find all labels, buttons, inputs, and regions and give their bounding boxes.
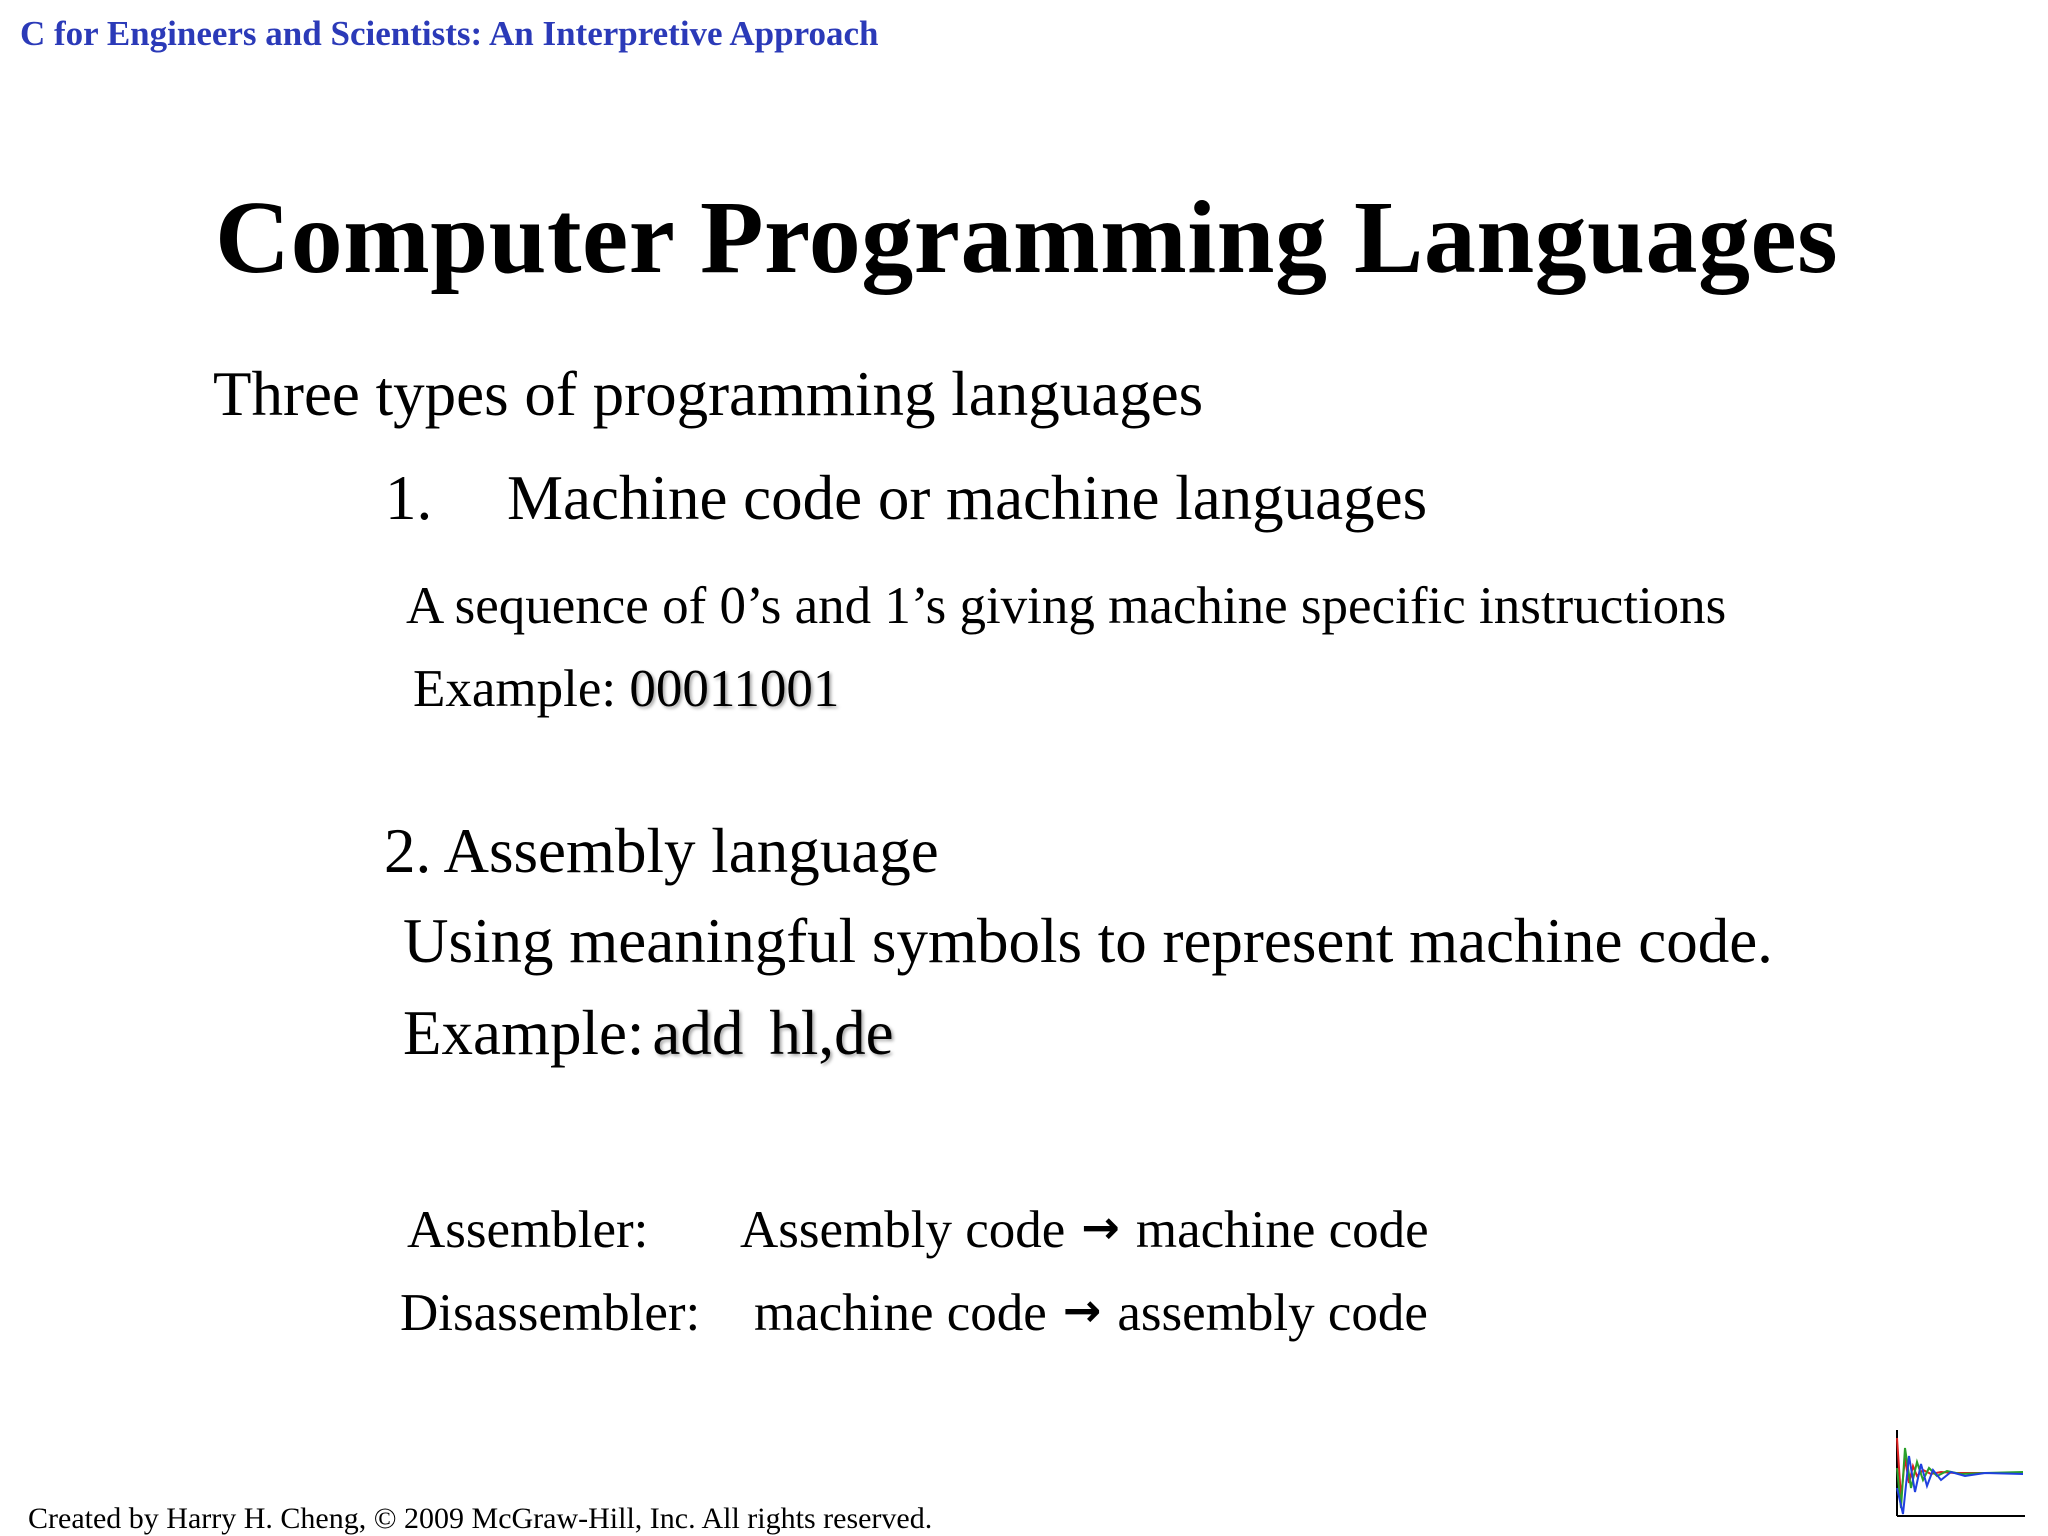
assembler-to: machine code (1135, 1201, 1429, 1259)
assembly-opcode: add (652, 998, 744, 1068)
item-1-example-label: Example: (413, 660, 617, 718)
assembler-from: Assembly code (740, 1201, 1066, 1259)
disassembler-to: assembly code (1117, 1284, 1428, 1342)
intro-text: Three types of programming languages (213, 359, 1204, 429)
assembly-code-example (652, 998, 893, 1068)
item-1-example (413, 659, 839, 719)
step-response-plot-logo-icon (1895, 1428, 2027, 1518)
book-title-header: C for Engineers and Scientists: An Interpretive Approach (20, 14, 879, 53)
footer-credit: Created by Harry H. Cheng, © 2009 McGraw-Hill, Inc. All rights reserved. (28, 1502, 933, 1535)
item-2-example (403, 997, 894, 1070)
item-2-description: Using meaningful symbols to represent machine code. (403, 906, 1773, 976)
assembler-row (407, 1200, 1429, 1260)
item-2-example-label: Example: (403, 998, 645, 1068)
assembly-operands: hl,de (769, 998, 894, 1068)
slide-title: Computer Programming Languages (215, 180, 1839, 295)
item-2-heading: 2. Assembly language (384, 816, 939, 886)
machine-code-example: 00011001 (629, 660, 840, 718)
item-1-number: 1. (385, 463, 433, 533)
right-arrow-icon: → (1081, 1200, 1120, 1254)
disassembler-from: machine code (754, 1284, 1047, 1342)
disassembler-row (400, 1283, 1428, 1343)
disassembler-label: Disassembler: (400, 1284, 701, 1342)
right-arrow-icon: → (1062, 1283, 1102, 1337)
logo-green-curve (1897, 1448, 2023, 1508)
item-1-description: A sequence of 0’s and 1’s giving machine specific instructions (406, 577, 1727, 635)
assembler-label: Assembler: (407, 1201, 649, 1259)
item-1-title: Machine code or machine languages (507, 463, 1428, 533)
item-1-heading (385, 462, 1427, 535)
